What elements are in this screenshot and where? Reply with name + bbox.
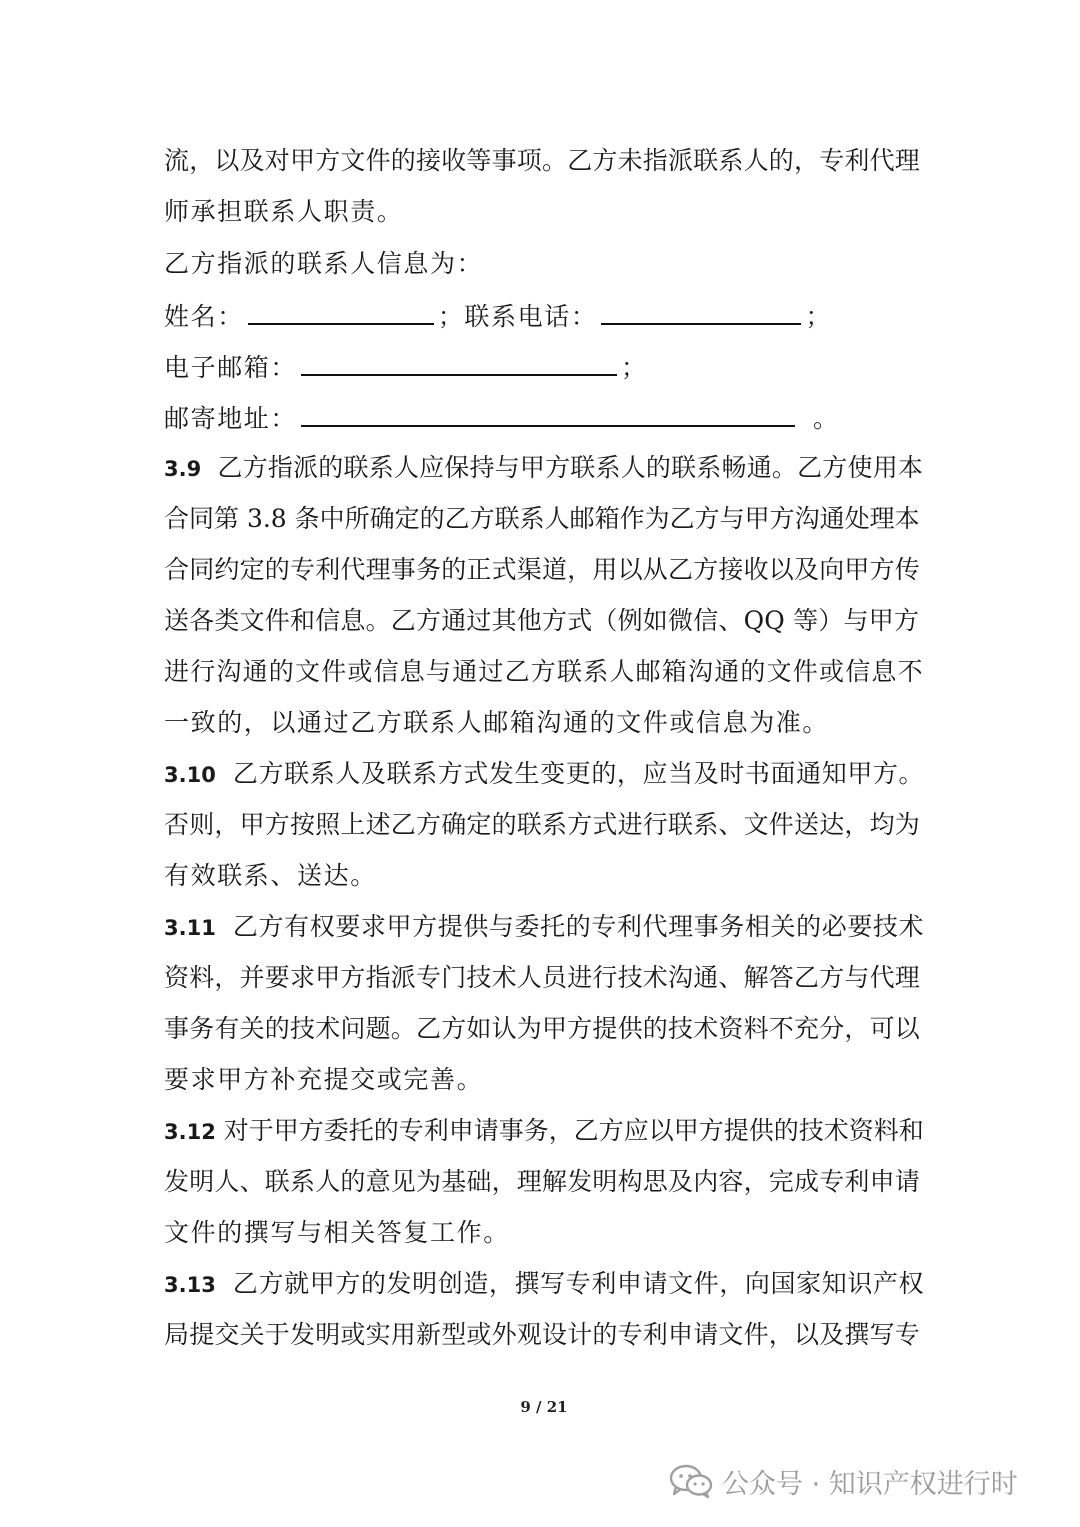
clause-3-9-line: 送各类文件和信息。乙方通过其他方式（例如微信、QQ 等）与甲方 bbox=[164, 606, 920, 635]
name-blank-line[interactable] bbox=[248, 297, 434, 325]
text-line: 流，以及对甲方文件的接收等事项。乙方未指派联系人的，专利代理 bbox=[164, 146, 921, 175]
clause-3-9-line bbox=[164, 450, 923, 486]
name-label: 姓名： bbox=[164, 302, 244, 331]
clause-3-9-line: 合同第 3.8 条中所确定的乙方联系人邮箱作为乙方与甲方沟通处理本 bbox=[164, 504, 920, 533]
clause-number: 3.11 bbox=[164, 916, 216, 940]
clause-text: 乙方就甲方的发明创造，撰写专利申请文件，向国家知识产权 bbox=[232, 1269, 925, 1298]
clause-3-11-line: 要求甲方补充提交或完善。 bbox=[164, 1065, 484, 1094]
address-label: 邮寄地址： bbox=[164, 404, 298, 433]
name-separator: ； bbox=[437, 302, 465, 331]
wechat-icon bbox=[668, 1463, 714, 1499]
clause-3-9-line: 一致的，以通过乙方联系人邮箱沟通的文件或信息为准。 bbox=[164, 708, 830, 737]
clause-text: 对于甲方委托的专利申请事务，乙方应以甲方提供的技术资料和 bbox=[223, 1116, 924, 1145]
clause-3-10-line: 否则，甲方按照上述乙方确定的联系方式进行联系、文件送达，均为 bbox=[164, 810, 921, 839]
clause-text: 乙方指派的联系人应保持与甲方联系人的联系畅通。乙方使用本 bbox=[217, 453, 924, 482]
clause-text: 乙方联系人及联系方式发生变更的，应当及时书面通知甲方。 bbox=[232, 759, 925, 788]
clause-number: 3.9 bbox=[164, 457, 202, 481]
text-line: 师承担联系人职责。 bbox=[164, 197, 404, 226]
clause-3-12-line: 发明人、联系人的意见为基础，理解发明构思及内容，完成专利申请 bbox=[164, 1167, 921, 1196]
watermark-text: 公众号 · 知识产权进行时 bbox=[722, 1468, 1018, 1500]
clause-number: 3.10 bbox=[164, 763, 216, 787]
clause-text: 乙方有权要求甲方提供与委托的专利代理事务相关的必要技术 bbox=[232, 912, 925, 941]
clause-number: 3.13 bbox=[164, 1273, 216, 1297]
watermark bbox=[668, 1458, 1018, 1504]
clause-3-11-line: 资料，并要求甲方指派专门技术人员进行技术沟通、解答乙方与代理 bbox=[164, 963, 921, 992]
address-blank-line[interactable] bbox=[301, 399, 795, 427]
clause-3-11-line: 事务有关的技术问题。乙方如认为甲方提供的技术资料不充分，可以 bbox=[164, 1014, 921, 1043]
phone-blank-line[interactable] bbox=[601, 297, 801, 325]
address-separator: 。 bbox=[813, 404, 840, 433]
clause-number: 3.12 bbox=[164, 1120, 216, 1144]
contact-address-row bbox=[164, 399, 840, 435]
text-line: 乙方指派的联系人信息为： bbox=[164, 249, 484, 278]
phone-label: 联系电话： bbox=[464, 302, 598, 331]
email-separator: ； bbox=[621, 353, 648, 382]
email-blank-line[interactable] bbox=[301, 348, 617, 376]
clause-3-9-line: 进行沟通的文件或信息与通过乙方联系人邮箱沟通的文件或信息不 bbox=[164, 657, 924, 686]
page-number: 9 / 21 bbox=[520, 1398, 568, 1416]
contract-body bbox=[164, 0, 924, 1400]
contact-email-row bbox=[164, 348, 648, 384]
clause-3-10-line bbox=[164, 756, 924, 792]
clause-3-12-line bbox=[164, 1113, 924, 1149]
clause-3-13-line bbox=[164, 1266, 924, 1302]
phone-separator: ； bbox=[805, 302, 833, 331]
contact-name-phone-row bbox=[164, 297, 832, 333]
clause-3-10-line: 有效联系、送达。 bbox=[164, 861, 377, 890]
clause-3-9-line: 合同约定的专利代理事务的正式渠道，用以从乙方接收以及向甲方传 bbox=[164, 555, 921, 584]
clause-3-13-line: 局提交关于发明或实用新型或外观设计的专利申请文件，以及撰写专 bbox=[164, 1320, 921, 1349]
email-label: 电子邮箱： bbox=[164, 353, 298, 382]
clause-3-12-line: 文件的撰写与相关答复工作。 bbox=[164, 1218, 510, 1247]
clause-3-11-line bbox=[164, 909, 924, 945]
